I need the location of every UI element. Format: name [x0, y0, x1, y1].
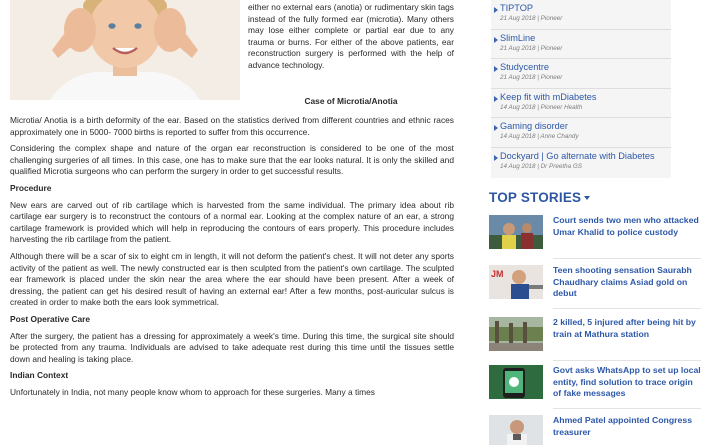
- feed-item-title[interactable]: Studycentre: [500, 62, 550, 73]
- child-covering-ears-photo: [10, 0, 240, 100]
- story-photo-icon: [489, 365, 543, 399]
- feed-item[interactable]: [491, 148, 671, 178]
- story-headline[interactable]: Govt asks WhatsApp to set up local entity, find solution to trace origin of fake messages: [553, 365, 701, 399]
- case-paragraph-1: Microtia/ Anotia is a birth deformity of the ear. Based on the statistics derived from different countries and ethnic races approximately one in 5000- 7000 births is reported to suffer from this occurrence.: [10, 115, 454, 137]
- feed-item[interactable]: [491, 30, 671, 60]
- feed-item-title[interactable]: Dockyard | Go alternate with Diabetes: [500, 150, 655, 161]
- story-thumbnail[interactable]: [489, 215, 543, 249]
- article-hero-image: [10, 0, 240, 100]
- story-thumbnail[interactable]: [489, 317, 543, 351]
- arrow-bullet-icon: [494, 125, 498, 131]
- feed-item[interactable]: [491, 59, 671, 89]
- story-thumbnail[interactable]: [489, 415, 543, 445]
- top-story-item[interactable]: [489, 265, 704, 309]
- feed-item-title[interactable]: Gaming disorder: [500, 121, 568, 132]
- arrow-bullet-icon: [494, 66, 498, 72]
- case-paragraph-2: Considering the complex shape and nature of the organ ear reconstruction is considered to be one of the most challenging surgeries of all times. In this case, one has to make sure that the ear looks natural. It is only the skilled and qualified Microtia surgeons who can perform the surgery in order to get successful results.: [10, 143, 454, 177]
- feed-item[interactable]: [491, 118, 671, 148]
- feed-item-meta: 14 Aug 2018 | Dr Preetha GS: [500, 162, 582, 170]
- story-headline[interactable]: Court sends two men who attacked Umar Khalid to police custody: [553, 215, 699, 237]
- feed-item-title[interactable]: SlimLine: [500, 32, 536, 43]
- intro-text: either no external ears (anotia) or rudimentary skin tags instead of the fully formed ear (microtia). Many others may lose either complete or partial ear due to any trauma or burns. For either of the above patients, ear reconstruction surgery is performed with the help of advance technology.: [248, 2, 454, 70]
- section-heading-case: Case of Microtia/Anotia: [304, 96, 398, 106]
- divider: [553, 360, 701, 361]
- feed-item-meta: 21 Aug 2018 | Pioneer: [500, 15, 563, 22]
- arrow-bullet-icon: [494, 155, 498, 161]
- story-photo-icon: [489, 415, 543, 445]
- indian-paragraph-1: Unfortunately in India, not many people know whom to approach for these surgeries. Many a times: [10, 386, 375, 397]
- feed-item[interactable]: [491, 89, 671, 119]
- story-photo-icon: [489, 215, 543, 249]
- arrow-bullet-icon: [494, 37, 498, 43]
- top-story-item[interactable]: [489, 317, 704, 361]
- related-articles-feed: [491, 0, 671, 178]
- feed-item[interactable]: [491, 0, 671, 30]
- section-heading-post-operative: Post Operative Care: [10, 313, 91, 324]
- article-column: [10, 0, 454, 445]
- story-thumbnail[interactable]: [489, 265, 543, 299]
- top-story-item[interactable]: [489, 365, 704, 409]
- article-intro-paragraph: [248, 2, 454, 72]
- story-headline[interactable]: 2 killed, 5 injured after being hit by train at Mathura station: [553, 317, 696, 339]
- top-stories-heading[interactable]: TOP STORIES: [489, 190, 590, 206]
- feed-item-meta: 14 Aug 2018 | Anne Chandy: [500, 133, 579, 141]
- feed-item-meta: 14 Aug 2018 | Pioneer Health: [500, 103, 583, 111]
- story-thumbnail[interactable]: [489, 365, 543, 399]
- divider: [553, 408, 701, 409]
- article-body: [10, 115, 454, 403]
- top-story-item[interactable]: [489, 415, 704, 445]
- story-photo-icon: [489, 317, 543, 351]
- feed-item-meta: 21 Aug 2018 | Pioneer: [500, 44, 563, 52]
- sidebar: [487, 0, 706, 445]
- feed-item-title[interactable]: TIPTOP: [500, 3, 534, 13]
- divider: [553, 258, 701, 259]
- procedure-paragraph-2: Although there will be a scar of six to eight cm in length, it will not deform the patient's chest. It will not deter any sports activity of the patient as well. The newly constructed ear is then sculpted from the patient's own cartilage. The sculpted ear framework is placed under the skin near the area where the ear should have been present. After a week of dressing, the patient can get his desired result of having an external ear! After a few months, post-auricular sulcus is created in order to make both the ears look symmetrical.: [10, 250, 454, 308]
- procedure-paragraph-1: New ears are carved out of rib cartilage which is harvested from the same individual. The primary idea about rib cartilage ear surgery is to reconstruct the contours of a normal ear. Looking at the complex nature of an ear, a strong cartilage framework is provided which will help in reproducing the contours of ears properly. This procedure includes harvesting the rib cartilage from the patient.: [10, 199, 454, 245]
- section-heading-procedure: Procedure: [10, 182, 52, 193]
- story-headline[interactable]: Ahmed Patel appointed Congress treasurer: [553, 415, 693, 437]
- story-photo-icon: [489, 265, 543, 299]
- arrow-bullet-icon: [494, 96, 498, 102]
- divider: [553, 308, 701, 309]
- postop-paragraph-1: After the surgery, the patient has a dressing for approximately a week's time. During this time, the surgical site should be protected from any trauma. Individuals are advised to take adequate rest during this time until the tissues settle down and healing is taking place.: [10, 330, 454, 364]
- feed-item-meta: 21 Aug 2018 | Pioneer: [500, 74, 563, 82]
- arrow-bullet-icon: [494, 7, 498, 13]
- svg-text:JM: JM: [491, 269, 504, 279]
- story-headline[interactable]: Teen shooting sensation Saurabh Chaudhary claims Asiad gold on debut: [553, 265, 692, 299]
- chevron-down-icon: [584, 196, 590, 200]
- section-heading-indian-context: Indian Context: [10, 370, 69, 381]
- top-story-item[interactable]: [489, 215, 704, 259]
- feed-item-title[interactable]: Keep fit with mDiabetes: [500, 91, 597, 102]
